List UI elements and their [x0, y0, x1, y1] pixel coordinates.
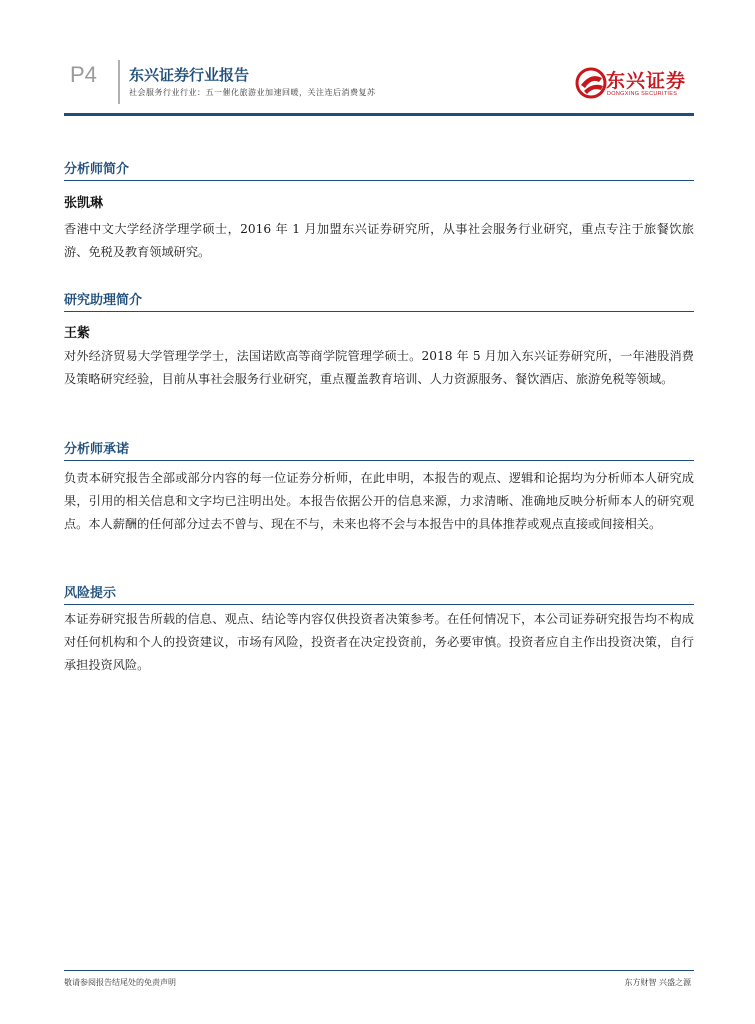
- page-number: P4: [70, 62, 97, 87]
- report-subtitle: 社会服务行业行业：五一催化旅游业加速回暖，关注连后消费复苏: [129, 88, 376, 97]
- section-title-assistant-intro: 研究助理简介: [64, 293, 143, 308]
- footer-slogan: 东方财智 兴盛之源: [624, 978, 691, 987]
- footer-disclaimer-note: 敬请参阅报告结尾处的免责声明: [64, 978, 176, 987]
- report-brand-title: 东兴证券行业报告: [129, 66, 250, 84]
- risk-notice-text: 本证券研究报告所载的信息、观点、结论等内容仅供投资者决策参考。在任何情况下，本公司证券研究报告均不构成对任何机构和个人的投资建议，市场有风险，投资者在决定投资前，务必要审慎。投资者应自主作出投资决策，自行承担投资风险。: [64, 612, 694, 672]
- section-title-analyst-intro: 分析师简介: [64, 162, 130, 177]
- analyst-commitment-text: 负责本研究报告全部或部分内容的每一位证券分析师，在此申明，本报告的观点、逻辑和论据均为分析师本人研究成果，引用的相关信息和文字均已注明出处。本报告依据公开的信息来源，力求清晰、准确地反映分析师本人的研究观点。本人薪酬的任何部分过去不曾与、现在不与，未来也将不会与本报告中的具体推荐或观点直接或间接相关。: [64, 471, 694, 531]
- analyst-intro-text: 香港中文大学经济学理学硕士，2016 年 1 月加盟东兴证券研究所，从事社会服务行业研究，重点专注于旅餐饮旅游、免税及教育领域研究。: [64, 222, 694, 259]
- section-rule: [64, 311, 694, 312]
- section-rule: [64, 460, 694, 461]
- header-divider: [118, 60, 120, 104]
- section-title-risk-notice: 风险提示: [64, 586, 117, 601]
- logo-english-text: DONGXING SECURITIES: [607, 91, 678, 97]
- assistant-intro-text: 对外经济贸易大学管理学学士，法国诺欧高等商学院管理学硕士。2018 年 5 月加入东兴证券研究所，一年港股消费及策略研究经验，目前从事社会服务行业研究，重点覆盖教育培训、人力资源服务、餐饮酒店、旅游免税等领域。: [64, 349, 694, 386]
- footer-rule: [64, 970, 694, 971]
- section-rule: [64, 180, 694, 181]
- analyst-name: 张凯琳: [64, 196, 104, 211]
- section-rule: [64, 604, 694, 605]
- header-rule: [64, 113, 694, 116]
- assistant-name: 王紫: [64, 326, 91, 341]
- section-title-analyst-commitment: 分析师承诺: [64, 442, 130, 457]
- logo-text: 东兴证券: [606, 70, 687, 92]
